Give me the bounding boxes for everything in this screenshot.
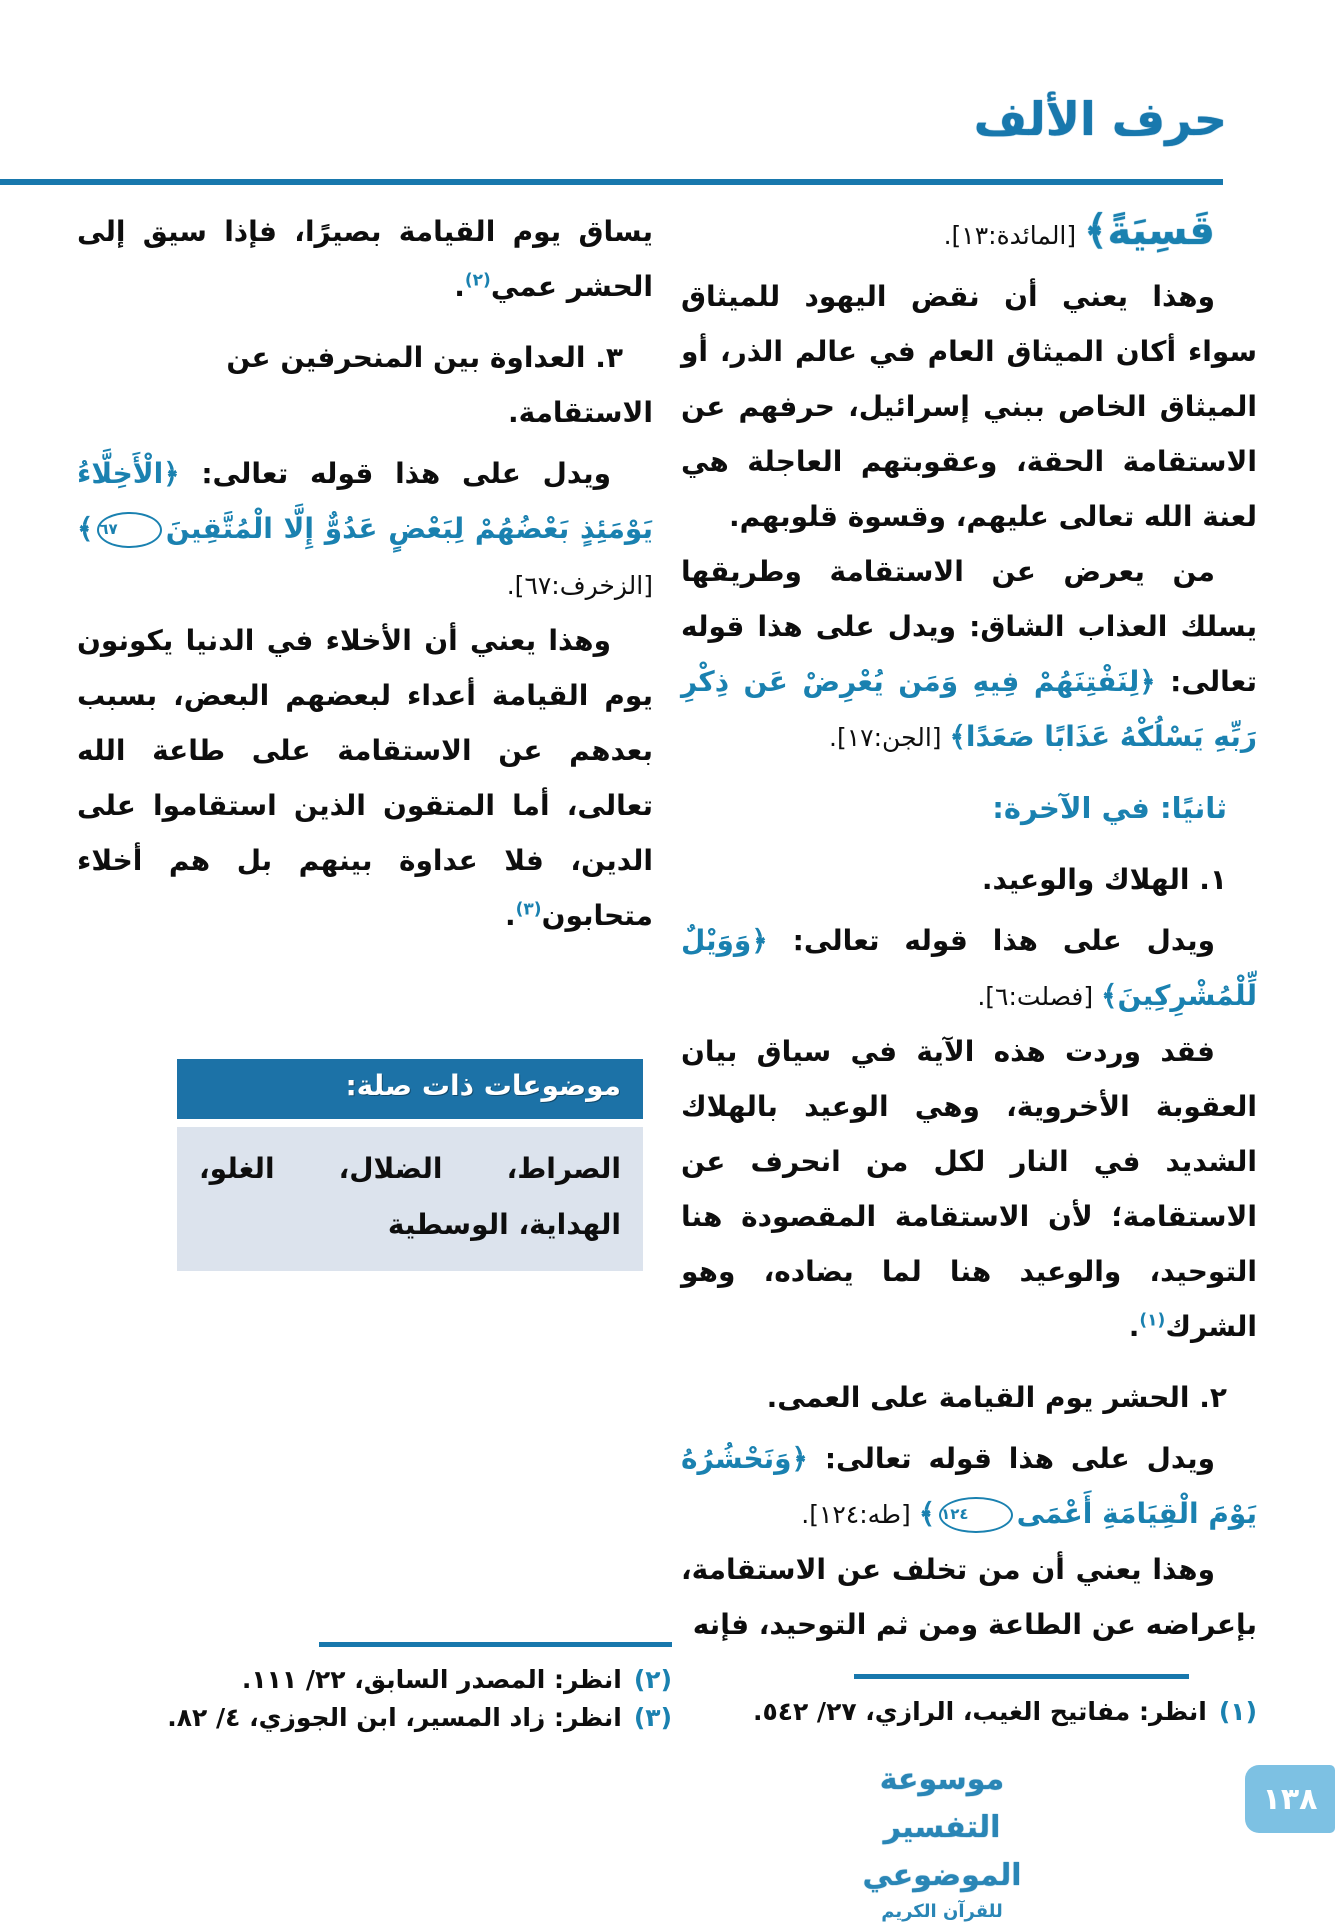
column-left: [77, 204, 653, 1652]
quran-word-qasiyah: قَسِيَةً﴾: [1084, 208, 1215, 254]
paragraph-torment-lead: من يعرض عن الاستقامة وطريقها يسلك العذاب الشاق: ويدل على هذا قوله تعالى:: [681, 555, 1257, 698]
verse-reference: [الجن:١٧].: [829, 723, 950, 752]
column-right: [681, 204, 1257, 1652]
verse-reference: [فصلت:٦].: [977, 982, 1102, 1011]
sentence-period: .: [1128, 1310, 1140, 1343]
page-number-tab: ١٣٨: [1245, 1765, 1335, 1833]
opening-verse-fragment: [681, 204, 1257, 263]
footnote-ref-1: (١): [1139, 1310, 1166, 1331]
paragraph-continuation-text: يساق يوم القيامة بصيرًا، فإذا سيق إلى الحشر عمي: [77, 215, 653, 303]
encyclopedia-logo: [837, 1756, 1047, 1924]
sentence-period: .: [504, 899, 516, 932]
footnotes-left-column: [82, 1642, 672, 1737]
footnote-number: (٢): [633, 1665, 672, 1694]
footnote-item: [82, 1699, 672, 1737]
paragraph-point1-with-verse: [681, 913, 1257, 1024]
sentence-period: .: [454, 270, 465, 303]
footnote-text: انظر: المصدر السابق، ٢٢/ ١١١.: [241, 1665, 622, 1694]
quran-verse-fussilat: ﴿وَوَيْلٌ لِّلْمُشْرِكِينَ﴾: [681, 924, 1257, 1012]
related-topics-box: [177, 1059, 643, 1271]
verse-reference: [الزخرف:٦٧].: [506, 571, 653, 600]
page-body: [77, 204, 1257, 1652]
footnote-item: [82, 1661, 672, 1699]
footnote-text: انظر: مفاتيح الغيب، الرازي، ٢٧/ ٥٤٢.: [752, 1697, 1207, 1726]
subheading-hereafter: ثانيًا: في الآخرة:: [992, 791, 1227, 825]
section-letter-heading: حرف الألف: [973, 92, 1227, 146]
point-2-title: ٢. الحشر يوم القيامة على العمى.: [766, 1381, 1227, 1414]
ayah-number-medallion: ١٢٤: [939, 1497, 1012, 1533]
quran-verse-zukhruf: ﴿الْأَخِلَّاءُ يَوْمَئِذٍ بَعْضُهُمْ لِبَعْضٍ عَدُوٌّ إِلَّا الْمُتَّقِينَ: [77, 457, 653, 545]
quran-verse-taha: ﴿وَنَحْشُرُهُ يَوْمَ الْقِيَامَةِ أَعْمَى: [681, 1442, 1257, 1530]
verse-reference: [المائدة:١٣].: [943, 221, 1085, 250]
footnote-number: (١): [1218, 1697, 1257, 1726]
paragraph-blindness: وهذا يعني أن من تخلف عن الاستقامة، بإعراضه عن الطاعة ومن ثم التوحيد، فإنه: [681, 1553, 1257, 1641]
footnote-item: [681, 1693, 1257, 1731]
paragraph-continuation: [77, 204, 653, 314]
logo-title: موسوعة التفسير الموضوعي: [862, 1762, 1022, 1893]
point-2-lead: ويدل على هذا قوله تعالى:: [807, 1442, 1215, 1475]
footnote-ref-3: (٣): [515, 899, 542, 920]
ayah-number-medallion: ٦٧: [97, 512, 161, 548]
paragraph-explanation: [681, 1024, 1257, 1354]
related-topics-list: الصراط، الضلال، الغلو، الهداية، الوسطية: [177, 1127, 643, 1271]
point-3-title: ٣. العداوة بين المنحرفين عن الاستقامة.: [226, 341, 653, 429]
quran-verse-zukhruf-close: ﴾: [77, 512, 94, 545]
paragraph-torment-with-verse: [681, 544, 1257, 765]
paragraph-explanation-text: فقد وردت هذه الآية في سياق بيان العقوبة الأخروية، وهي الوعيد بالهلاك الشديد في النار لكل من انحرف عن الاستقامة؛ لأن الاستقامة المقصودة هنا التوحيد، والوعيد هنا لما يضاده، وهو الشرك: [681, 1035, 1257, 1343]
footnote-separator-rule: [319, 1642, 672, 1647]
paragraph-point3-with-verse: [77, 446, 653, 613]
footnote-ref-2: (٢): [464, 270, 491, 291]
footnote-number: (٣): [633, 1703, 672, 1732]
related-topics-header: موضوعات ذات صلة:: [177, 1059, 643, 1119]
quran-verse-jinn: ﴿لِنَفْتِنَهُمْ فِيهِ وَمَن يُعْرِضْ عَن ذِكْرِ رَبِّهِ يَسْلُكْهُ عَذَابًا صَعَدًا﴾: [681, 665, 1257, 753]
quran-verse-taha-close: ﴾: [918, 1497, 936, 1530]
verse-reference: [طه:١٢٤].: [801, 1500, 919, 1529]
paragraph-enemies-text: وهذا يعني أن الأخلاء في الدنيا يكونون يوم القيامة أعداء لبعضهم البعض، بسبب بعدهم عن الاستقامة على طاعة الله تعالى، أما المتقون الذين استقاموا على الدين، فلا عداوة بينهم بل هم أخلاء متحابون: [77, 624, 653, 932]
point-3-lead: ويدل على هذا قوله تعالى:: [179, 457, 611, 490]
paragraph-point2-with-verse: [681, 1431, 1257, 1542]
footnote-separator-rule: [854, 1674, 1189, 1679]
logo-subtitle: للقرآن الكريم: [881, 1901, 1003, 1922]
header-divider-rule: [0, 179, 1223, 185]
paragraph-enemies: [77, 613, 653, 943]
paragraph-covenant: وهذا يعني أن نقض اليهود للميثاق سواء أكان الميثاق العام في عالم الذر، أو الميثاق الخاص ببني إسرائيل، حرفهم عن الاستقامة الحقة، وعقوبتهم العاجلة هي لعنة الله تعالى عليهم، وقسوة قلوبهم.: [681, 280, 1257, 533]
point-1-title: ١. الهلاك والوعيد.: [981, 863, 1227, 896]
footnotes-right-column: [681, 1674, 1257, 1731]
point-1-lead: ويدل على هذا قوله تعالى:: [767, 924, 1215, 957]
footnote-text: انظر: زاد المسير، ابن الجوزي، ٤/ ٨٢.: [167, 1703, 622, 1732]
